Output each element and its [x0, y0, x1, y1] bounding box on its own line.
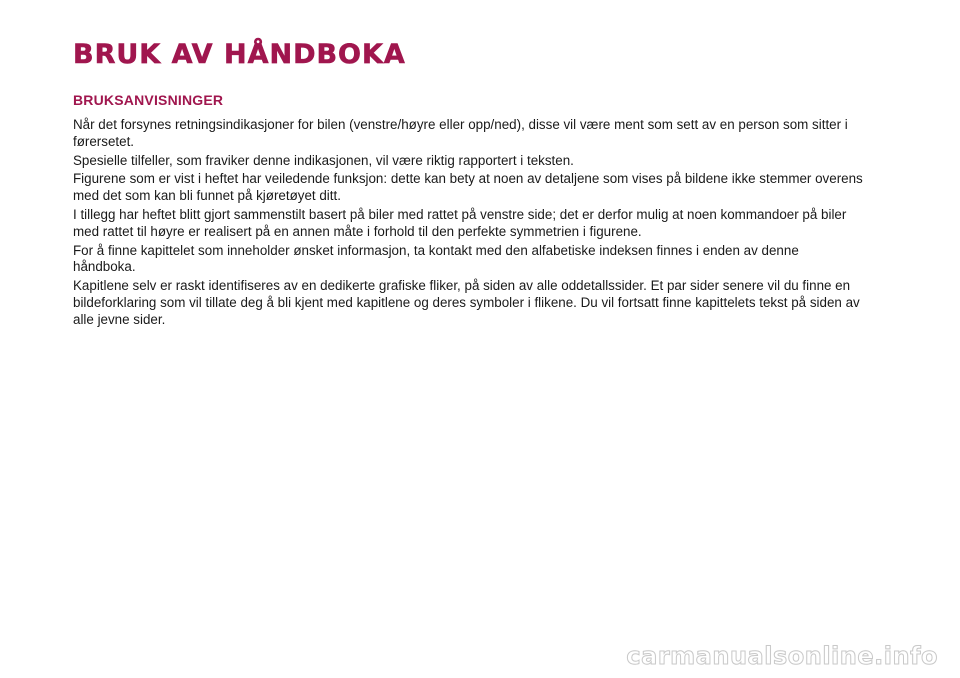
page-title: BRUK AV HÅNDBOKA	[73, 39, 406, 70]
section-heading: BRUKSANVISNINGER	[73, 92, 224, 108]
paragraph: Figurene som er vist i heftet har veiledende funksjon: dette kan bety at noen av detaljene som vises på bildene ikke stemmer overens med det som kan bli funnet på kjøretøyet ditt.	[73, 171, 863, 204]
paragraph: For å finne kapittelet som inneholder ønsket informasjon, ta kontakt med den alfabetiske indeksen finnes i enden av denne håndboka.	[73, 242, 799, 275]
paragraph: Kapitlene selv er raskt identifiseres av en dedikerte grafiske fliker, på siden av alle oddetallssider. Et par sider senere vil du finne en bildeforklaring som vil tillate deg å bli kjent med kapitlene og deres symboler i flikene. Du vil fortsatt finne kapittelets tekst på siden av alle jevne sider.	[73, 278, 860, 327]
watermark: carmanualsonline.info	[626, 642, 938, 670]
manual-page	[73, 38, 863, 331]
body-text	[73, 117, 863, 329]
paragraph: Når det forsynes retningsindikasjoner for bilen (venstre/høyre eller opp/ned), disse vil være ment som sett av en person som sitter i førersetet.	[73, 117, 848, 149]
paragraph: I tillegg har heftet blitt gjort sammenstilt basert på biler med rattet på venstre side; det er derfor mulig at noen kommandoer på biler med rattet til høyre er realisert på en annen måte i forhold til den perfekte symmetrien i figurene.	[73, 206, 847, 239]
paragraph: Spesielle tilfeller, som fraviker denne indikasjonen, vil være riktig rapportert i teksten.	[73, 152, 574, 168]
